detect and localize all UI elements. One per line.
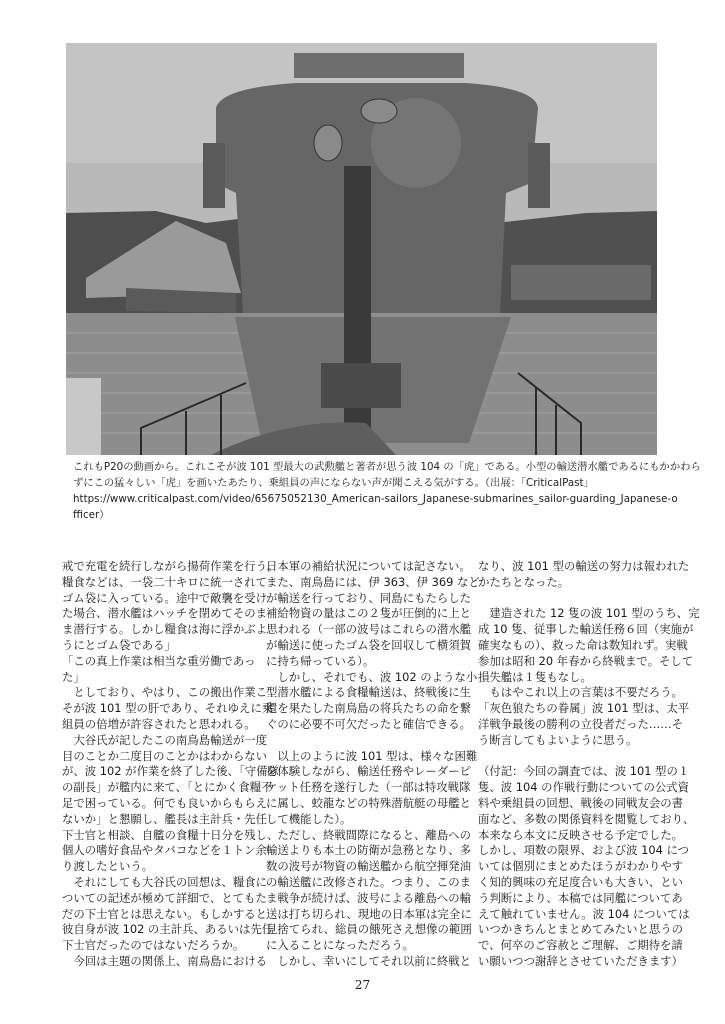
text-line: 「灰色狼たちの眷属」波 101 型は、太平 xyxy=(478,701,690,716)
text-line: 彼自身が波 102 の主計兵、あるいは先任 xyxy=(62,922,274,937)
text-line: 戒で充電を続行しながら揚荷作業を行う。 xyxy=(62,559,279,573)
text-line: それにしても大谷氏の回想は、糧食に xyxy=(62,874,268,889)
text-line: い願いつつ謝辞とさせていただきます） xyxy=(478,953,684,968)
text-line: うにとゴム袋である」 xyxy=(62,637,176,652)
text-line: ケット任務を遂行した（一部は特攻戦隊 xyxy=(266,780,471,795)
text-line: 個人の嗜好食品やタバコなどを１トン余 xyxy=(62,843,267,858)
text-line: ま戦争が続けば、波号による離島への輸 xyxy=(266,890,472,905)
text-line: 数の波号が物資の輸送艦から航空揮発油 xyxy=(266,859,472,874)
text-column-2 xyxy=(266,559,480,970)
text-line: 送は打ち切られ、現地の日本軍は完全に xyxy=(266,906,472,921)
text-line: 面など、多数の関係資料を閲覧しており、 xyxy=(478,811,695,826)
page-number: 27 xyxy=(354,978,371,992)
text-line: の副長」が艦内に来て、「とにかく食糧不 xyxy=(62,780,273,795)
text-line: た」 xyxy=(62,669,85,684)
text-line: 組員の倍増が許容されたと思われる。 xyxy=(62,716,256,731)
text-line: 損失艦は１隻もなし。 xyxy=(478,669,592,684)
text-line: 成 10 隻、従事した輸送任務６回（実施が xyxy=(478,622,694,637)
text-line xyxy=(266,733,464,749)
text-line: ま潜行する。しかし糧食は海に浮かぶよ xyxy=(62,622,268,637)
text-line: に属し、蛟龍などの特殊潜航艇の母艦と xyxy=(266,795,472,810)
caption-line: fficer） xyxy=(73,509,110,521)
text-line: う判断により、本稿では同艦についてあ xyxy=(478,890,683,905)
text-line: 洋戦争最後の勝利の立役者だった……そ xyxy=(478,716,684,731)
text-line: しかし、それでも、波 102 のような小 xyxy=(266,669,478,684)
text-line: り渡したという。 xyxy=(62,859,154,874)
text-line: が輸送に使ったゴム袋を回収して横須賀 xyxy=(266,637,472,652)
text-line: 糧食などは、一袋二十キロに統一されて xyxy=(62,574,268,589)
text-line: の輸送艦に改修された。つまり、このま xyxy=(266,874,472,889)
text-line: 輸送よりも本土の防衛が急務となり、多 xyxy=(266,843,472,858)
text-line: 料や乗組員の回想、戦後の同戦友会の書 xyxy=(478,795,684,810)
text-line: なり、波 101 型の輸送の努力は報われた xyxy=(478,559,690,573)
text-line: 隻、波 104 の作戦行動についての公式資 xyxy=(478,780,690,795)
caption-line: ずにこの猛々しい「虎」を画いたあたり、乗組員の声にならない声が聞こえる気がする。（出展：「CriticalPast」 xyxy=(73,477,594,489)
text-line: く知的興味の充足度合いも大きい、とい xyxy=(478,874,684,889)
text-line: 「この真上作業は相当な重労働であっ xyxy=(62,653,256,668)
text-line: 見捨てられ、総員の餓死さえ想像の範囲 xyxy=(266,922,472,937)
text-line: う断言してもよいように思う。 xyxy=(478,732,638,747)
text-line: かたちとなった。 xyxy=(478,574,570,589)
text-line xyxy=(478,591,668,607)
text-line: 目のことか二度目のことかはわからない xyxy=(62,748,268,763)
text-line: が、波 102 が作業を終了した後、「守備隊 xyxy=(62,764,279,779)
text-line: （付記：今回の調査では、波 101 型の１ xyxy=(478,764,690,779)
caption-url-line: https://www.criticalpast.com/video/65675052130_American-sailors_Japanese-submarines_sailor-guarding_Japanese-o xyxy=(73,493,678,505)
text-line: また、南鳥島には、伊 363、伊 369 など xyxy=(266,574,480,589)
text-line: 思われる（一部の波号はこれらの潜水艦 xyxy=(266,622,472,637)
text-line: に入ることになっただろう。 xyxy=(266,938,415,953)
text-line: 確実なもの）、救った命は数知れず。実戦 xyxy=(478,637,688,652)
text-line: 還を果たした南鳥島の将兵たちの命を繋 xyxy=(266,701,472,716)
text-line: 下士官と相談、自艦の食糧十日分を残し、 xyxy=(62,827,279,842)
text-line: えて触れていません。波 104 については xyxy=(478,906,690,921)
text-line: 参加は昭和 20 年春から終戦まで。そして xyxy=(478,653,694,668)
submarine-photo xyxy=(66,43,657,455)
text-line: が輸送を行っており、同島にもたらした xyxy=(266,590,472,605)
text-line: に持ち帰っている）。 xyxy=(266,653,375,668)
text-line: しかし、項数の限界、および波 104 につ xyxy=(478,843,690,858)
text-line: もはやこれ以上の言葉は不要だろう。 xyxy=(478,685,684,700)
text-line: で、何卒のご容赦とご理解、ご期待を請 xyxy=(478,938,683,953)
text-line: ただし、終戦間際になると、離島への xyxy=(266,827,472,842)
text-line: 大谷氏が記したこの南鳥島輸送が一度 xyxy=(62,732,268,747)
text-column-3 xyxy=(478,559,700,970)
text-line: しかし、幸いにしてそれ以前に終戦と xyxy=(266,953,472,968)
text-line: 補給物資の量はこの２隻が圧倒的に上と xyxy=(266,606,472,621)
caption-line: これもP20の動画から。これこそが波 101 型最大の武勲艦と著者が思う波 104 の「虎」である。小型の輸送潜水艦であるにもかかわら xyxy=(73,461,701,473)
text-line: 以上のように波 101 型は、様々な困難 xyxy=(266,748,478,763)
text-line: 型潜水艦による食糧輸送は、終戦後に生 xyxy=(266,685,472,700)
text-line: そが波 101 型の肝であり、それゆえに乗 xyxy=(62,701,274,716)
text-line: 本来なら本文に反映させる予定でした。 xyxy=(478,827,684,842)
text-line: ぐのに必要不可欠だったと確信できる。 xyxy=(266,716,472,731)
text-line: して機能した）。 xyxy=(266,811,352,826)
text-line: ゴム袋に入っている。途中で敵襲を受け xyxy=(62,590,268,605)
text-line: 今回は主題の関係上、南鳥島における xyxy=(62,953,268,968)
text-line: 足で困っている。何でも良いからもらえ xyxy=(62,795,268,810)
text-line: 下士官だったのではないだろうか。 xyxy=(62,938,245,953)
text-line xyxy=(478,749,668,765)
text-line: ついての記述が極めて詳細で、とてもた xyxy=(62,890,267,905)
text-line: としており、やはり、この搬出作業こ xyxy=(62,685,268,700)
text-line: だの下士官とは思えない。もしかすると xyxy=(62,906,268,921)
photo-caption xyxy=(73,459,701,523)
text-line: た場合、潜水艦はハッチを閉めてそのま xyxy=(62,606,268,621)
text-column-1 xyxy=(62,559,279,970)
text-line: いては個別にまとめたほうがわかりやす xyxy=(478,859,684,874)
text-line: ないか」と懇願し、艦長は主計兵・先任 xyxy=(62,811,268,826)
text-line: いつかきちんとまとめてみたいと思うの xyxy=(478,922,684,937)
text-line: を体験しながら、輸送任務やレーダーピ xyxy=(266,764,472,779)
text-line: 建造された 12 隻の波 101 型のうち、完 xyxy=(478,606,700,621)
text-line: 日本軍の補給状況については記さない。 xyxy=(266,559,471,573)
